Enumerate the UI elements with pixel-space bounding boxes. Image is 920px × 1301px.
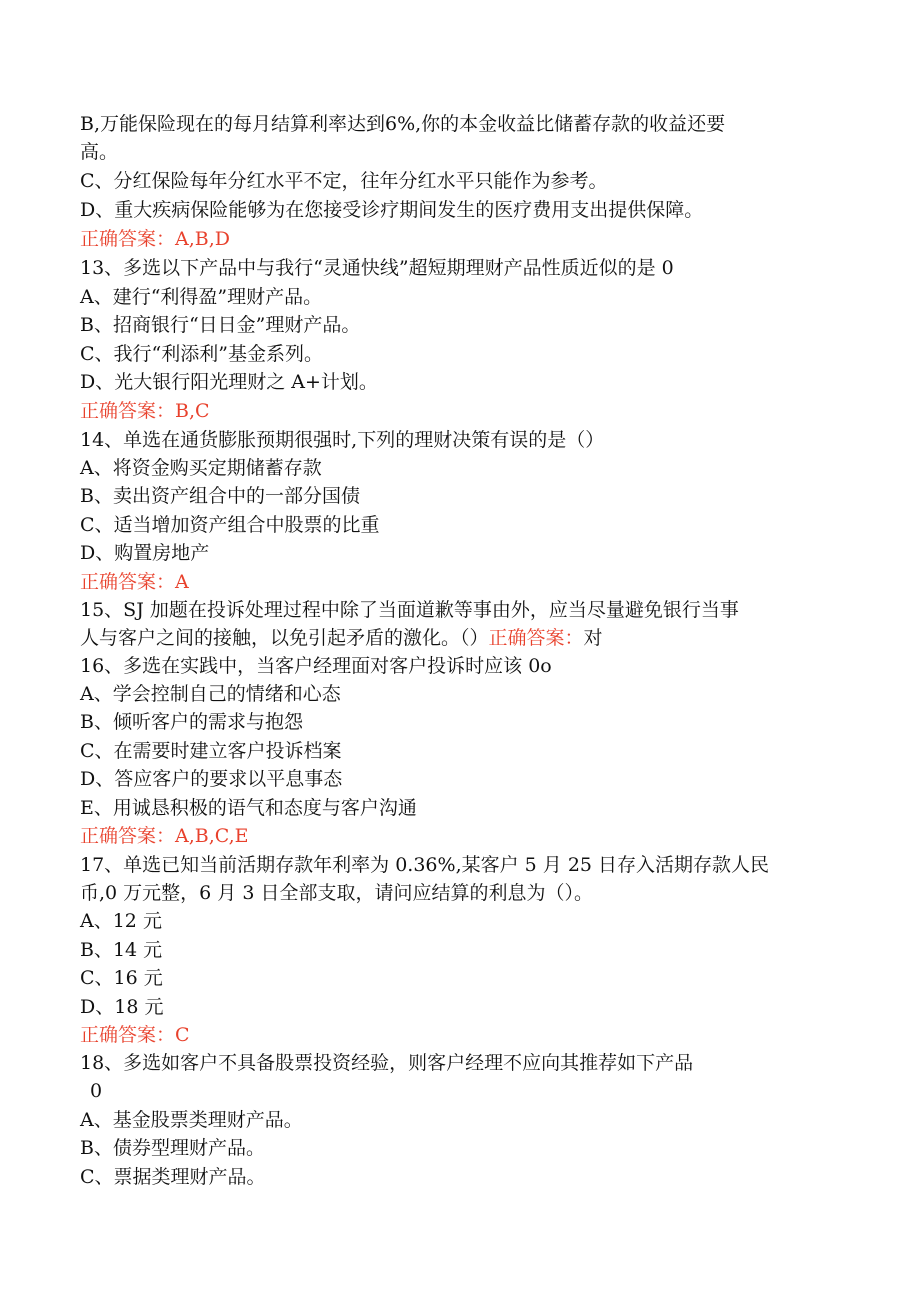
correct-answer: 正确答案：A,B,C,E	[80, 825, 249, 847]
option-text: C、我行“利添利”基金系列。	[80, 343, 323, 365]
option-text: 高。	[80, 141, 119, 163]
option-text: B、卖出资产组合中的一部分国债	[80, 485, 360, 507]
option-text: D、答应客户的要求以平息事态	[80, 768, 343, 790]
question-text: 币,0 万元整，6 月 3 日全部支取，请问应结算的利息为（）。	[80, 882, 593, 904]
option-text: C、分红保险每年分红水平不定，往年分红水平只能作为参考。	[80, 170, 608, 192]
question-text: 人与客户之间的接触，以免引起矛盾的激化。（）	[80, 627, 489, 649]
question-text: 16、多选在实践中，当客户经理面对客户投诉时应该 0o	[80, 655, 552, 677]
option-text: D、18 元	[80, 996, 164, 1018]
correct-answer-value: 对	[583, 627, 603, 649]
option-text: B、倾听客户的需求与抱怨	[80, 711, 303, 733]
question-text: 17、单选已知当前活期存款年利率为 0.36%,某客户 5 月 25 日存入活期存款人民	[80, 854, 770, 876]
option-text: B,万能保险现在的每月结算利率达到6%,你的本金收益比储蓄存款的收益还要	[80, 113, 726, 135]
option-text: A、12 元	[80, 910, 162, 932]
option-text: B、14 元	[80, 939, 163, 961]
option-text: C、适当增加资产组合中股票的比重	[80, 514, 380, 536]
question-text: 15、SJ 加题在投诉处理过程中除了当面道歉等事由外，应当尽量避免银行当事	[80, 599, 739, 621]
question-text: 0	[90, 1080, 103, 1102]
option-text: A、将资金购买定期储蓄存款	[80, 457, 322, 479]
question-text: 13、多选以下产品中与我行“灵通快线”超短期理财产品性质近似的是 0	[80, 257, 674, 279]
option-text: C、票据类理财产品。	[80, 1166, 266, 1188]
question-text: 18、多选如客户不具备股票投资经验，则客户经理不应向其推荐如下产品	[80, 1052, 694, 1074]
option-text: A、学会控制自己的情绪和心态	[80, 683, 341, 705]
question-text-with-answer	[80, 624, 603, 652]
option-text: D、购置房地产	[80, 542, 210, 564]
option-text: B、债券型理财产品。	[80, 1137, 265, 1159]
option-text: C、16 元	[80, 967, 163, 989]
correct-answer: 正确答案：A,B,D	[80, 228, 230, 250]
correct-answer: 正确答案：B,C	[80, 400, 210, 422]
option-text: A、建行“利得盈”理财产品。	[80, 286, 323, 308]
correct-answer: 正确答案：A	[80, 571, 189, 593]
option-text: D、重大疾病保险能够为在您接受诊疗期间发生的医疗费用支出提供保障。	[80, 199, 704, 221]
option-text: D、光大银行阳光理财之 A+计划。	[80, 371, 378, 393]
correct-answer: 正确答案：C	[80, 1024, 190, 1046]
option-text: E、用诚恳积极的语气和态度与客户沟通	[80, 797, 417, 819]
option-text: A、基金股票类理财产品。	[80, 1109, 303, 1131]
option-text: C、在需要时建立客户投诉档案	[80, 740, 342, 762]
correct-answer-label: 正确答案：	[488, 627, 584, 649]
option-text: B、招商银行“日日金”理财产品。	[80, 314, 361, 336]
question-text: 14、单选在通货膨胀预期很强时,下列的理财决策有误的是（）	[80, 429, 605, 451]
